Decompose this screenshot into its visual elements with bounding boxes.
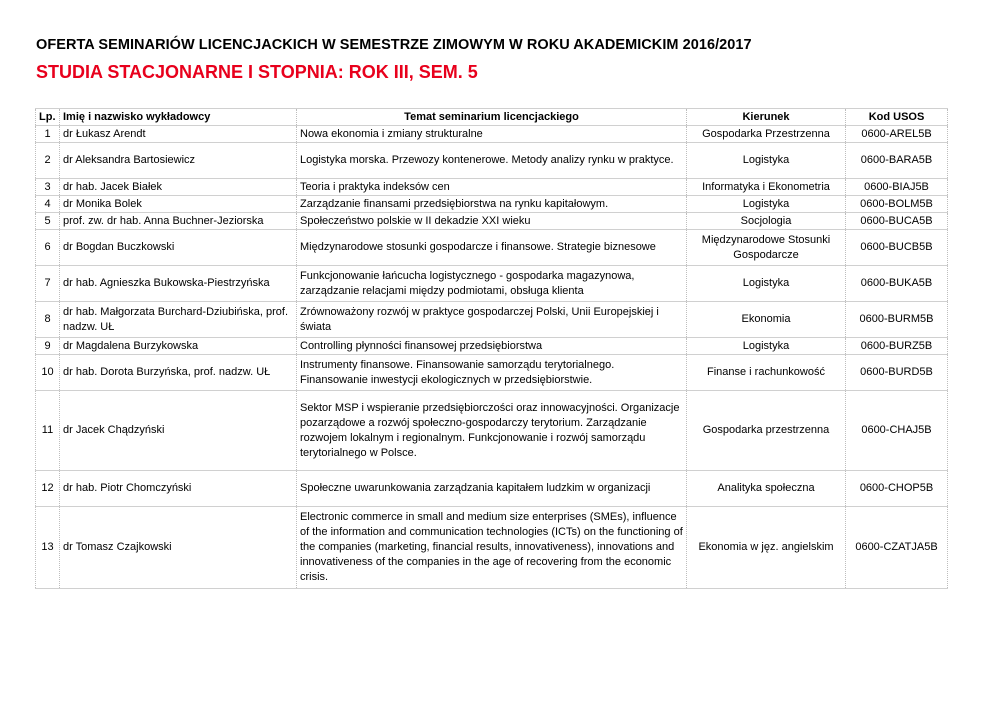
cell-topic: Sektor MSP i wspieranie przedsiębiorczości oraz innowacyjności. Organizacje pozarządowe a rozwój społeczno-gospodarczy terytorium. Zarządzanie rozwojem lokalnym i regionalnym. Funkcjonowanie i rozwój samorządu terytorialnego w Polsce. [297,391,687,471]
table-row [36,213,948,230]
cell-topic: Zrównoważony rozwój w praktyce gospodarczej Polski, Unii Europejskiej i świata [297,302,687,338]
table-header-row [36,109,948,126]
column-header-topic: Temat seminarium licencjackiego [297,109,687,126]
column-header-direction: Kierunek [687,109,846,126]
table-row [36,196,948,213]
cell-code: 0600-BURM5B [846,302,948,338]
cell-lp: 8 [36,302,60,338]
table-row [36,143,948,179]
cell-topic: Electronic commerce in small and medium size enterprises (SMEs), influence of the information and communication technologies (ICTs) on the functioning of the companies (marketing, financial results, innovativeness), innovations and innovativeness of the companies in the age of recovering from the economic crisis. [297,507,687,589]
cell-lecturer: dr hab. Piotr Chomczyński [60,471,297,507]
cell-lecturer: dr hab. Małgorzata Burchard-Dziubińska, prof. nadzw. UŁ [60,302,297,338]
cell-topic: Controlling płynności finansowej przedsiębiorstwa [297,338,687,355]
cell-lp: 11 [36,391,60,471]
cell-code: 0600-BUCB5B [846,230,948,266]
column-header-lp: Lp. [36,109,60,126]
cell-topic: Społeczeństwo polskie w II dekadzie XXI wieku [297,213,687,230]
cell-code: 0600-BIAJ5B [846,179,948,196]
document-title: OFERTA SEMINARIÓW LICENCJACKICH W SEMESTRZE ZIMOWYM W ROKU AKADEMICKIM 2016/2017 [36,37,752,53]
table-row [36,391,948,471]
cell-lecturer: dr Monika Bolek [60,196,297,213]
cell-topic: Instrumenty finansowe. Finansowanie samorządu terytorialnego. Finansowanie inwestycji ekologicznych w przedsiębiorstwie. [297,355,687,391]
cell-code: 0600-CHAJ5B [846,391,948,471]
table-row [36,355,948,391]
cell-topic: Logistyka morska. Przewozy kontenerowe. Metody analizy rynku w praktyce. [297,143,687,179]
cell-direction: Socjologia [687,213,846,230]
table-row [36,507,948,589]
cell-code: 0600-BOLM5B [846,196,948,213]
cell-lecturer: dr Bogdan Buczkowski [60,230,297,266]
cell-lp: 3 [36,179,60,196]
cell-lp: 7 [36,266,60,302]
cell-lp: 2 [36,143,60,179]
cell-lecturer: dr Aleksandra Bartosiewicz [60,143,297,179]
cell-code: 0600-BARA5B [846,143,948,179]
cell-direction: Finanse i rachunkowość [687,355,846,391]
cell-code: 0600-BURZ5B [846,338,948,355]
cell-direction: Międzynarodowe Stosunki Gospodarcze [687,230,846,266]
cell-lecturer: dr Magdalena Burzykowska [60,338,297,355]
cell-direction: Logistyka [687,266,846,302]
cell-direction: Analityka społeczna [687,471,846,507]
cell-code: 0600-BUKA5B [846,266,948,302]
cell-topic: Teoria i praktyka indeksów cen [297,179,687,196]
cell-lecturer: dr hab. Dorota Burzyńska, prof. nadzw. UŁ [60,355,297,391]
cell-lp: 1 [36,126,60,143]
cell-topic: Funkcjonowanie łańcucha logistycznego - gospodarka magazynowa, zarządzanie relacjami między podmiotami, obsługa klienta [297,266,687,302]
cell-direction: Ekonomia [687,302,846,338]
cell-lecturer: dr hab. Jacek Białek [60,179,297,196]
cell-lecturer: dr hab. Agnieszka Bukowska-Piestrzyńska [60,266,297,302]
cell-direction: Gospodarka przestrzenna [687,391,846,471]
cell-code: 0600-BUCA5B [846,213,948,230]
cell-lecturer: dr Łukasz Arendt [60,126,297,143]
cell-direction: Informatyka i Ekonometria [687,179,846,196]
table-row [36,302,948,338]
table-row [36,471,948,507]
cell-topic: Zarządzanie finansami przedsiębiorstwa na rynku kapitałowym. [297,196,687,213]
cell-code: 0600-AREL5B [846,126,948,143]
table-row [36,126,948,143]
cell-lecturer: dr Tomasz Czajkowski [60,507,297,589]
cell-code: 0600-CZATJA5B [846,507,948,589]
cell-code: 0600-CHOP5B [846,471,948,507]
cell-lp: 12 [36,471,60,507]
cell-lp: 5 [36,213,60,230]
cell-direction: Logistyka [687,338,846,355]
cell-lecturer: prof. zw. dr hab. Anna Buchner-Jeziorska [60,213,297,230]
cell-lp: 6 [36,230,60,266]
cell-direction: Gospodarka Przestrzenna [687,126,846,143]
cell-topic: Społeczne uwarunkowania zarządzania kapitałem ludzkim w organizacji [297,471,687,507]
cell-lp: 13 [36,507,60,589]
table-row [36,230,948,266]
cell-direction: Logistyka [687,143,846,179]
column-header-lecturer: Imię i nazwisko wykładowcy [60,109,297,126]
cell-lp: 9 [36,338,60,355]
cell-direction: Logistyka [687,196,846,213]
seminar-table [35,108,948,589]
cell-lecturer: dr Jacek Chądzyński [60,391,297,471]
table-row [36,266,948,302]
table-row [36,179,948,196]
cell-topic: Nowa ekonomia i zmiany strukturalne [297,126,687,143]
cell-code: 0600-BURD5B [846,355,948,391]
cell-direction: Ekonomia w jęz. angielskim [687,507,846,589]
cell-lp: 10 [36,355,60,391]
document-subtitle: STUDIA STACJONARNE I STOPNIA: ROK III, SEM. 5 [36,62,478,82]
column-header-code: Kod USOS [846,109,948,126]
cell-lp: 4 [36,196,60,213]
cell-topic: Międzynarodowe stosunki gospodarcze i finansowe. Strategie biznesowe [297,230,687,266]
table-row [36,338,948,355]
